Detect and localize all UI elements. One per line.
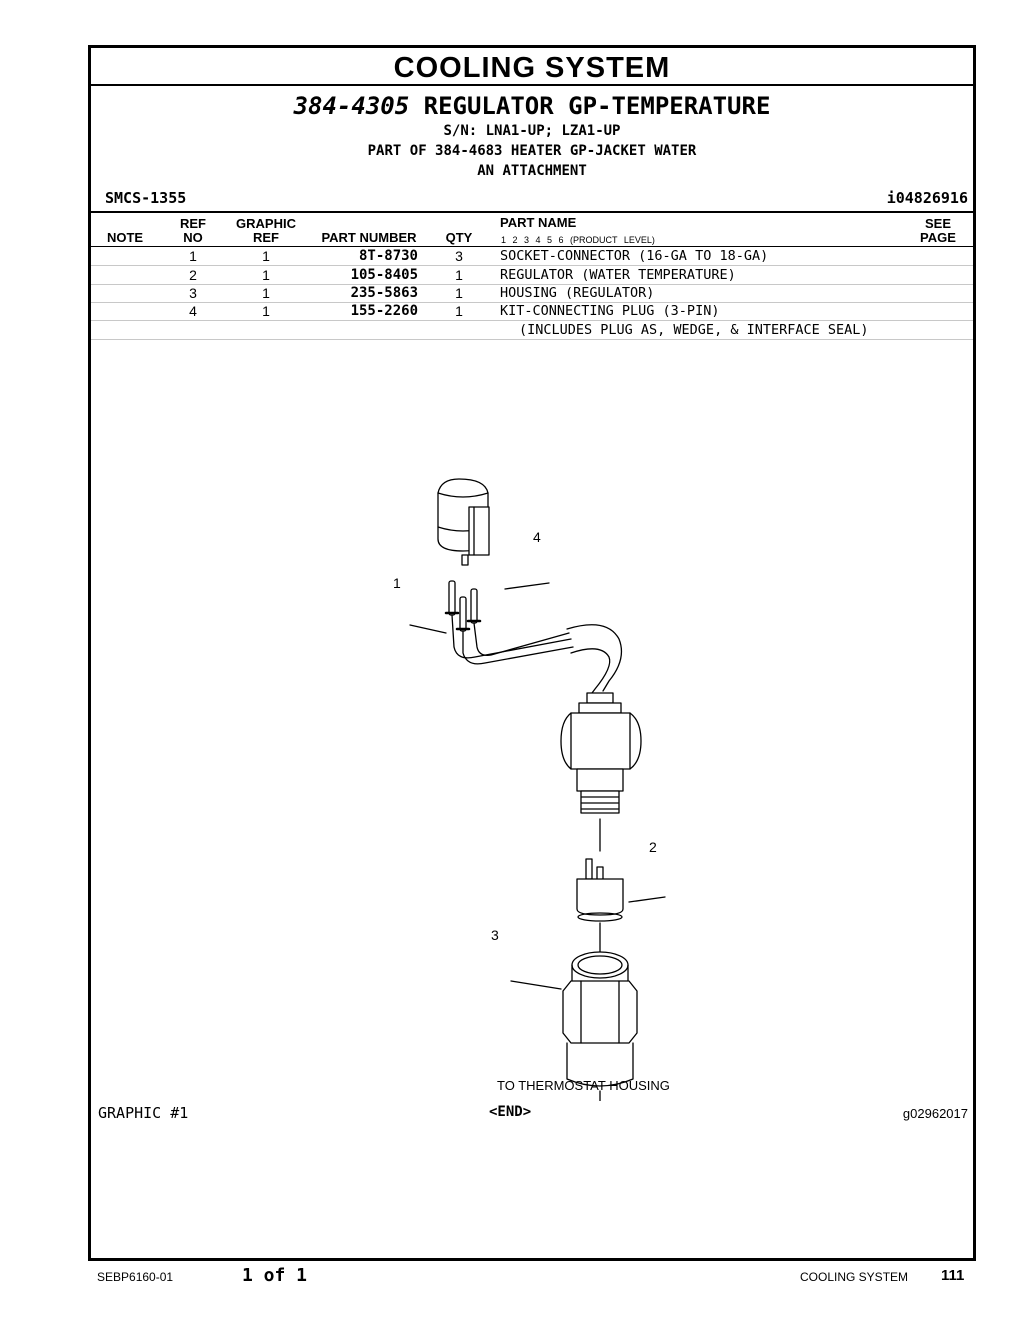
quantity: 1 (455, 303, 463, 319)
footer-doc-number: SEBP6160-01 (97, 1270, 174, 1284)
group-name: REGULATOR GP-TEMPERATURE (423, 92, 771, 120)
header-ref-bottom: NO (183, 230, 203, 245)
part-number: 155-2260 (350, 303, 418, 319)
group-part-number: 384-4305 (293, 92, 410, 120)
graphic-ref: 1 (262, 248, 270, 264)
group-title (91, 92, 973, 120)
ref-no: 3 (189, 285, 197, 301)
footer-section: COOLING SYSTEM (800, 1270, 909, 1284)
header-ref-top: REF (180, 216, 206, 231)
thermostat-housing-label: TO THERMOSTAT HOUSING (497, 1078, 670, 1093)
row-divider (91, 339, 973, 340)
quantity: 1 (455, 267, 463, 283)
connector-plug-icon (438, 479, 489, 565)
quantity: 1 (455, 285, 463, 301)
footer-page-number: 111 (941, 1267, 965, 1284)
table-row (91, 302, 973, 321)
graphic-ref: 1 (262, 285, 270, 301)
part-number: 105-8405 (350, 267, 418, 283)
section-title: COOLING SYSTEM (91, 48, 973, 86)
callout-3: 3 (491, 927, 499, 943)
end-marker: <END> (489, 1104, 532, 1120)
table-top-rule (91, 211, 973, 213)
header-graphic-top: GRAPHIC (236, 216, 296, 231)
graphic-ref: 1 (262, 303, 270, 319)
header-see-bottom: PAGE (920, 230, 956, 245)
header-part-name: PART NAME (500, 215, 577, 230)
part-number: 8T-8730 (358, 248, 418, 264)
graphic-ref: 1 (262, 267, 270, 283)
socket-terminals-icon (446, 581, 480, 631)
part-name: REGULATOR (WATER TEMPERATURE) (500, 267, 736, 283)
header-graphic-bottom: REF (253, 230, 279, 245)
header-see-top: SEE (924, 216, 951, 231)
part-name-note: (INCLUDES PLUG AS, WEDGE, & INTERFACE SEAL) (519, 322, 869, 338)
part-name: HOUSING (REGULATOR) (500, 285, 655, 301)
ref-no: 2 (189, 267, 197, 283)
smcs-code: SMCS-1355 (105, 189, 187, 207)
table-row (91, 247, 973, 266)
parts-illustration (381, 471, 701, 1101)
ref-no: 1 (189, 248, 197, 264)
quantity: 3 (455, 248, 463, 264)
wire-harness-icon (452, 615, 621, 697)
ref-no: 4 (189, 303, 197, 319)
part-name: SOCKET-CONNECTOR (16-GA TO 18-GA) (500, 248, 769, 264)
sensor-body-icon (561, 693, 641, 851)
header-note: NOTE (106, 230, 144, 245)
illustration-id: i04826916 (886, 189, 968, 207)
graphic-id: g02962017 (902, 1106, 968, 1121)
header-part-number: PART NUMBER (321, 230, 417, 245)
callout-1: 1 (393, 575, 401, 591)
footer-page-count: 1 of 1 (242, 1265, 308, 1286)
attachment-line: AN ATTACHMENT (477, 163, 587, 179)
part-number: 235-5863 (350, 285, 418, 301)
table-row (91, 284, 973, 303)
header-qty: QTY (445, 230, 473, 245)
page-frame (88, 45, 976, 1261)
callout-2: 2 (649, 839, 657, 855)
graphic-number: GRAPHIC #1 (98, 1104, 189, 1122)
header-product-levels: 1 2 3 4 5 6 (PRODUCT LEVEL) (501, 235, 655, 245)
part-name: KIT-CONNECTING PLUG (3-PIN) (500, 303, 720, 319)
table-note-row (91, 321, 973, 340)
serial-numbers: S/N: LNA1-UP; LZA1-UP (443, 123, 621, 139)
regulator-icon (577, 859, 623, 953)
table-row (91, 266, 973, 285)
part-of-line: PART OF 384-4683 HEATER GP-JACKET WATER (367, 143, 697, 159)
callout-4: 4 (533, 529, 541, 545)
